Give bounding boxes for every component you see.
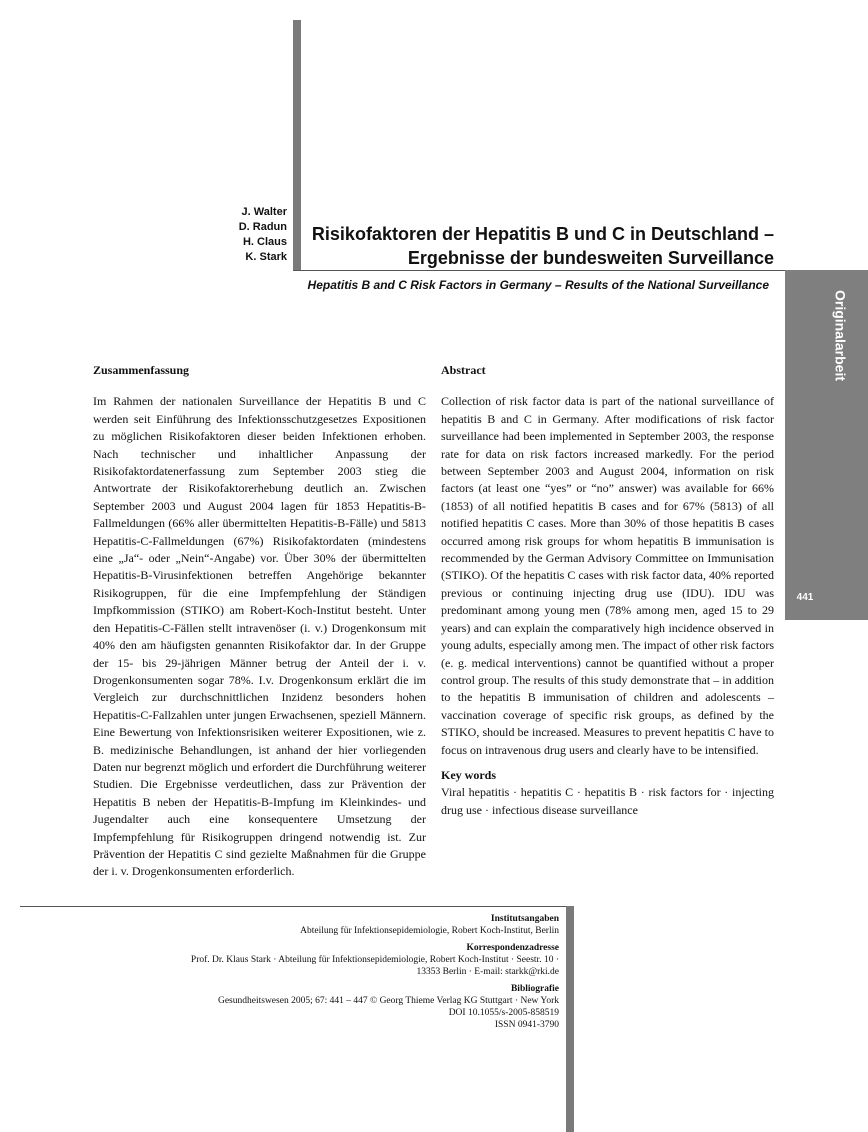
- footer-rule: [20, 906, 572, 907]
- zusammenfassung-text: Im Rahmen der nationalen Surveillance der Hepatitis B und C werden seit Einführung des Infektionsschutzgesetzes Expositionen zu möglichen Risikofaktoren dieser beiden Infektionen erhoben. Nach technischer und inhaltlicher Anpassung der Risikofaktordatenerfassung zum September 2003 stieg die Antwortrate der Risikofaktorerhebung deutlich an. Zwischen September 2003 und August 2004 lagen für 1853 Hepatitis-B-Fallmeldungen (66% aller übermittelten Hepatitis-B-Fälle) und 5813 Hepatitis-C-Fallmeldungen (67%) Risikofaktordaten (mindestens eine „Ja“- oder „Nein“-Angabe) vor. Über 30% der übermittelten Hepatitis-B-Virusinfektionen betreffen Angehörige bekannter Risikogruppen, für die eine Impfempfehlung der Ständigen Impfkommission (STIKO) am Robert-Koch-Institut besteht. Unter den Hepatitis-C-Fällen stellt intravenöser (i. v.) Drogenkonsum mit 40% den am häufigsten genannten Risikofaktor dar. In der Gruppe der 15- bis 29-jährigen Männer betrug der Anteil der i. v. Drogenkonsumenten sogar 78%. I.v. Drogenkonsum erklärt die im Vergleich zur durchschnittlichen Inzidenz besonders hohen Hepatitis-C-Fallzahlen unter jungen Erwachsenen, speziell Männern. Eine Bewertung von Infektionsrisiken weiterer Expositionen, wie z. B. medizinische Behandlungen, ist anhand der hier vorliegenden Daten nur begrenzt möglich und erfordert die Durchführung weiterer Studien. Die Ergebnisse verdeutlichen, dass zur Prävention der Hepatitis B neben der Hepatitis-B-Impfung im Kleinkindes- und Jugendalter auch eine konsequentere Umsetzung der Impfempfehlung für Risikogruppen dringend notwendig ist. Zur Prävention der Hepatitis C sind gezielte Maßnahmen für die Gruppe der i. v. Drogenkonsumenten erforderlich.: [93, 394, 426, 879]
- title-line-1: Risikofaktoren der Hepatitis B und C in Deutschland –: [311, 224, 774, 244]
- institution-text: Abteilung für Infektionsepidemiologie, Robert Koch-Institut, Berlin: [300, 926, 559, 936]
- author: H. Claus: [242, 236, 287, 248]
- keywords-text: Viral hepatitis · hepatitis C · hepatitis B · risk factors for · injecting drug use · infectious disease surveillance: [441, 785, 774, 817]
- institution-heading: Institutsangaben: [490, 914, 559, 924]
- title-line-2: Ergebnisse der bundesweiten Surveillance: [407, 248, 774, 268]
- page-number: 441: [796, 592, 814, 603]
- bibliography-heading: Bibliografie: [510, 984, 559, 994]
- article-subtitle: Hepatitis B and C Risk Factors in Germany – Results of the National Surveillance: [307, 278, 769, 292]
- header-rule: [293, 270, 868, 271]
- author: K. Stark: [245, 251, 287, 263]
- abstract-text: Collection of risk factor data is part of the national surveillance of hepatitis B and C in Germany. After modifications of risk factor surveillance had been implemented in September 2003, the response rate for data on risk factors increased markedly. For the period between September 2003 and August 2004, information on risk factors (at least one “yes” or “no” answer) was available for 66% (1853) of all notified hepatitis B cases and for 67% (5813) of all notified hepatitis C cases. More than 30% of those hepatitis B cases occurred among risk groups for whom hepatitis B immunisation is recommended by the German Advisory Committee on Immunisation (STIKO). Of the hepatitis C cases with risk factor data, 40% reported previous or continuing injecting drug use (IDU). IDU was predominant among young men (78% among men, aged 15 to 29 years) and can explain the comparatively high incidence observed in young adults, especially among men. The impact of other risk factors (e. g. medical interventions) cannot be quantified without a proper control group. The results of this study demonstrate that – in addition to the hepatitis B immunisation of children and adolescents – vaccination coverage of specific risk groups, as defined by the STIKO, should be increased. Measures to prevent hepatitis C have to focus on intravenous drug users and clearly have to be intensified.: [441, 394, 774, 757]
- bibliography-line: DOI 10.1055/s-2005-858519: [448, 1008, 559, 1018]
- abstract-heading: Abstract: [441, 363, 486, 377]
- header-vertical-bar: [293, 20, 301, 270]
- bibliography-line: Gesundheitswesen 2005; 67: 441 – 447 © Georg Thieme Verlag KG Stuttgart · New York: [217, 996, 559, 1006]
- correspondence-line: 13353 Berlin · E-mail: starkk@rki.de: [416, 967, 559, 977]
- correspondence-line: Prof. Dr. Klaus Stark · Abteilung für Infektionsepidemiologie, Robert Koch-Institut · Seestr. 10 ·: [190, 955, 559, 965]
- article-footer: [130, 913, 559, 1031]
- keywords-heading: Key words: [441, 767, 496, 782]
- author: J. Walter: [241, 206, 287, 218]
- footer-vertical-bar: [566, 906, 574, 1132]
- article-title: [305, 222, 774, 270]
- zusammenfassung-heading: Zusammenfassung: [93, 363, 190, 377]
- abstract-section: [441, 362, 774, 819]
- section-label: [785, 290, 868, 390]
- author: D. Radun: [238, 221, 287, 233]
- correspondence-heading: Korrespondenzadresse: [466, 943, 559, 953]
- author-list: [200, 205, 287, 265]
- zusammenfassung-section: [93, 362, 426, 881]
- section-label-text: Originalarbeit: [832, 290, 849, 382]
- bibliography-line: ISSN 0941-3790: [494, 1020, 559, 1030]
